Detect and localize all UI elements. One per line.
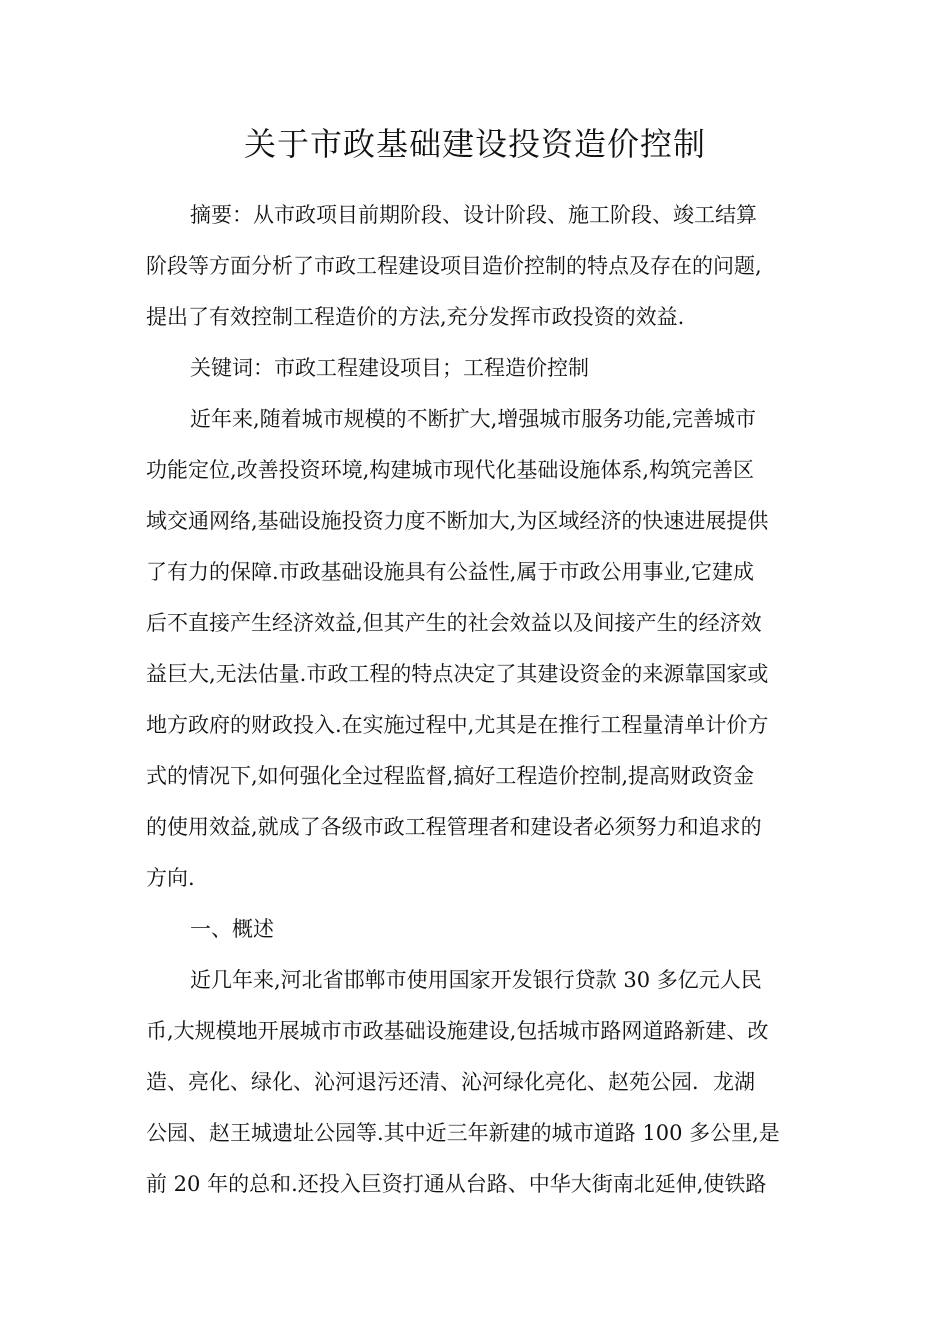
abstract-line: 阶段等方面分析了市政工程建设项目造价控制的特点及存在的问题, (146, 254, 762, 278)
intro-line: 后不直接产生经济效益,但其产生的社会效益以及间接产生的经济效 (146, 611, 762, 635)
section1-line: 前 20 年的总和.还投入巨资打通从台路、中华大街南北延伸,使铁路 (146, 1172, 767, 1196)
intro-line: 地方政府的财政投入.在实施过程中,尤其是在推行工程量清单计价方 (146, 713, 769, 737)
keywords-line: 关键词：市政工程建设项目；工程造价控制 (190, 356, 589, 380)
section1-line: 造、亮化、绿化、沁河退污还清、沁河绿化亮化、赵苑公园．龙湖 (146, 1070, 755, 1094)
intro-line: 式的情况下,如何强化全过程监督,搞好工程造价控制,提高财政资金 (146, 764, 755, 788)
intro-line: 的使用效益,就成了各级市政工程管理者和建设者必须努力和追求的 (146, 815, 762, 839)
intro-line: 方向. (146, 866, 195, 890)
intro-line: 益巨大,无法估量.市政工程的特点决定了其建设资金的来源靠国家或 (146, 662, 769, 686)
intro-line: 域交通网络,基础设施投资力度不断加大,为区域经济的快速进展提供 (146, 509, 769, 533)
section1-line: 公园、赵王城遗址公园等.其中近三年新建的城市道路 100 多公里,是 (146, 1121, 780, 1145)
intro-line: 近年来,随着城市规模的不断扩大,增强城市服务功能,完善城市 (190, 407, 757, 431)
document-title: 关于市政基础建设投资造价控制 (243, 125, 706, 163)
intro-line: 功能定位,改善投资环境,构建城市现代化基础设施体系,构筑完善区 (146, 458, 755, 482)
section-heading: 一、概述 (190, 917, 274, 941)
intro-line: 了有力的保障.市政基础设施具有公益性,属于市政公用事业,它建成 (146, 560, 755, 584)
abstract-line: 提出了有效控制工程造价的方法,充分发挥市政投资的效益. (146, 305, 685, 329)
abstract-line: 摘要：从市政项目前期阶段、设计阶段、施工阶段、竣工结算 (190, 203, 757, 227)
section1-line: 近几年来,河北省邯郸市使用国家开发银行贷款 30 多亿元人民 (190, 968, 762, 992)
section1-line: 币,大规模地开展城市市政基础设施建设,包括城市路网道路新建、改 (146, 1019, 769, 1043)
